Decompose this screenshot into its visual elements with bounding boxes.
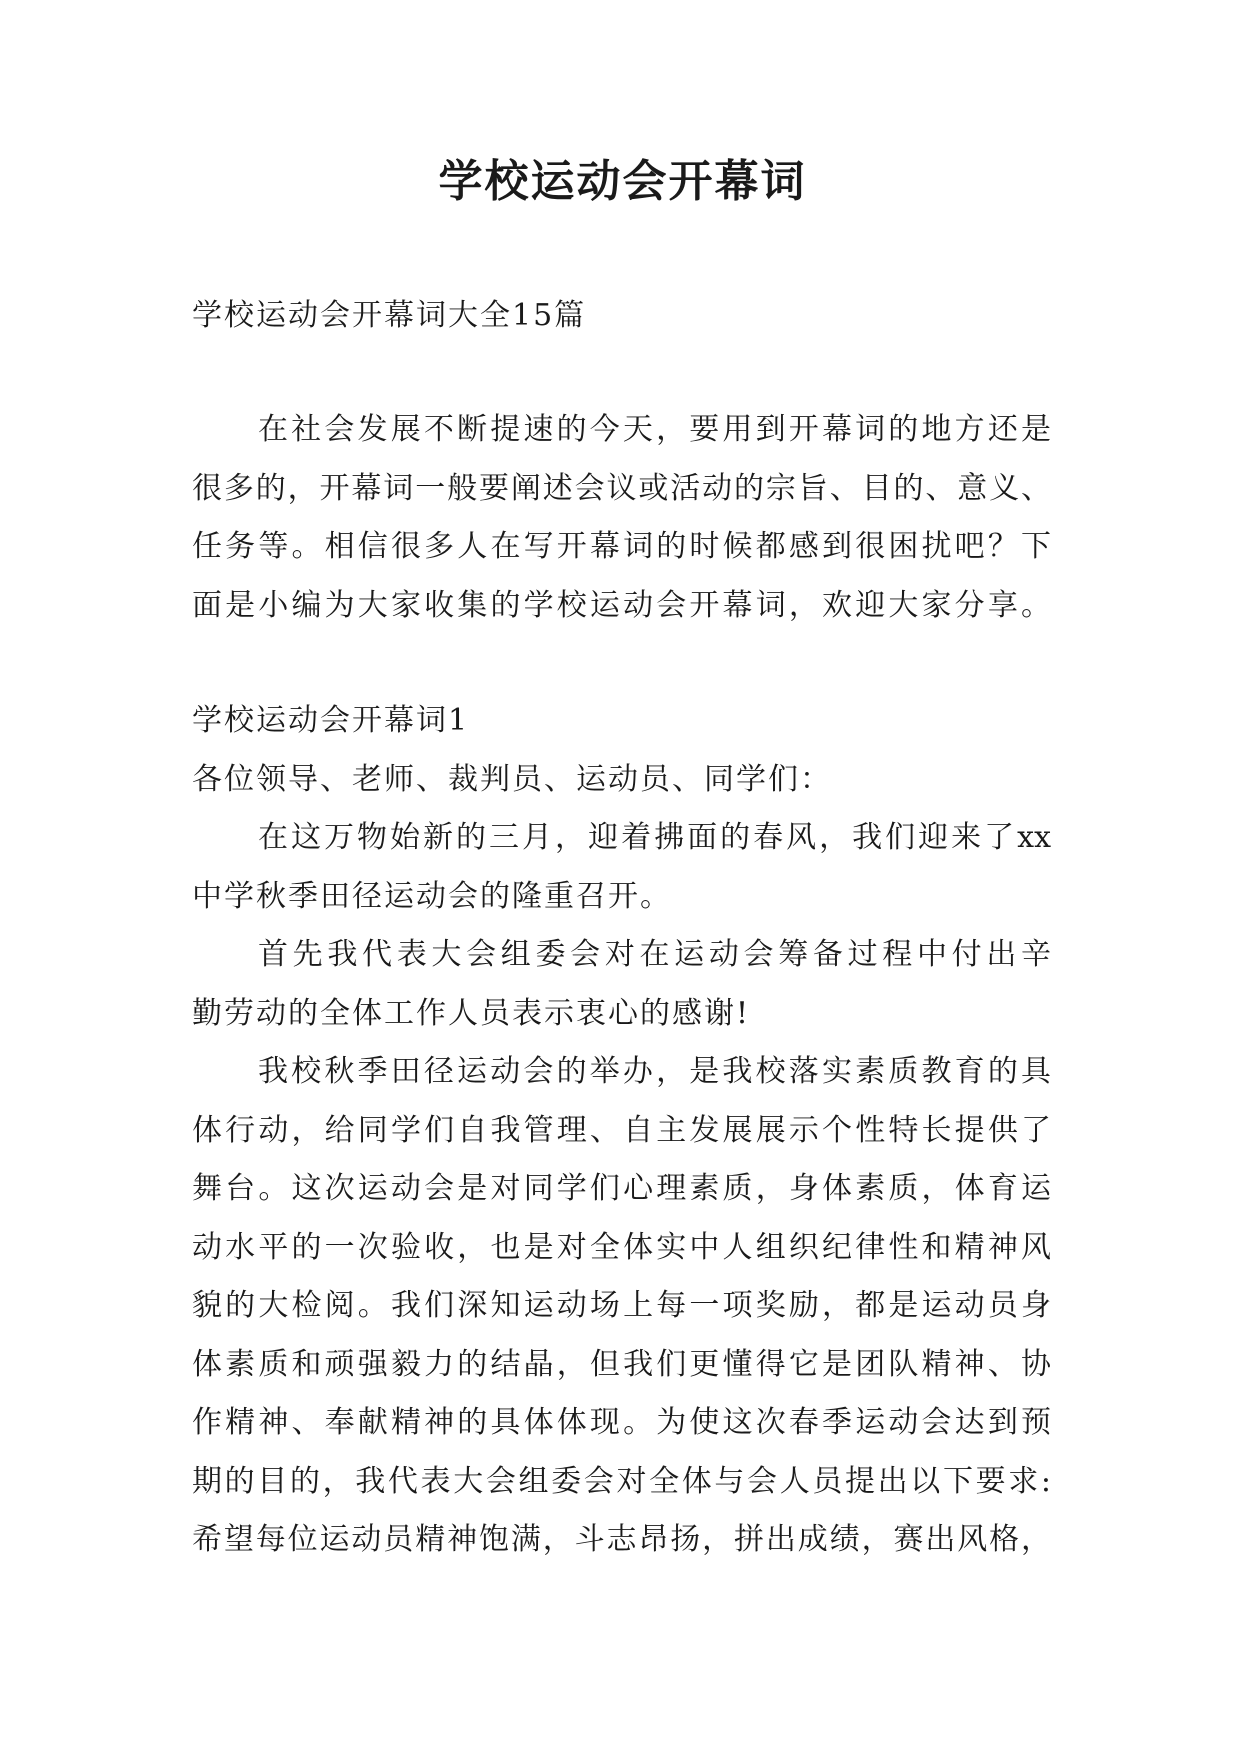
intro-line: 很多的，开幕词一般要阐述会议或活动的宗旨、目的、意义、 xyxy=(192,470,1051,506)
intro-paragraph xyxy=(192,401,1051,635)
subtitle-block xyxy=(192,287,1051,346)
body-line: 貌的大检阅。我们深知运动场上每一项奖励，都是运动员身 xyxy=(192,1288,1051,1323)
body-line: 勤劳动的全体工作人员表示衷心的感谢! xyxy=(192,995,751,1031)
body-line: 体行动，给同学们自我管理、自主发展展示个性特长提供了 xyxy=(192,1112,1051,1148)
body-line: 动水平的一次验收，也是对全体实中人组织纪律性和精神风 xyxy=(192,1229,1051,1265)
body-line: 体素质和顽强毅力的结晶，但我们更懂得它是团队精神、协 xyxy=(192,1346,1051,1382)
body-paragraph xyxy=(192,809,1051,926)
document-title: 学校运动会开幕词 xyxy=(438,156,807,207)
body-line: 希望每位运动员精神饱满，斗志昂扬，拼出成绩，赛出风格， xyxy=(192,1522,1051,1557)
speech-section xyxy=(192,692,1051,1570)
intro-line: 在社会发展不断提速的今天，要用到开幕词的地方还是 xyxy=(258,412,1051,447)
section-heading: 学校运动会开幕词1 xyxy=(192,703,470,738)
body-line: 在这万物始新的三月，迎着拂面的春风，我们迎来了xx xyxy=(258,820,1051,855)
body-line: 舞台。这次运动会是对同学们心理素质，身体素质，体育运 xyxy=(192,1171,1051,1206)
body-paragraph xyxy=(192,1043,1051,1570)
salutation: 各位领导、老师、裁判员、运动员、同学们： xyxy=(192,761,832,797)
body-line: 中学秋季田径运动会的隆重召开。 xyxy=(192,878,672,914)
body-line: 我校秋季田径运动会的举办，是我校落实素质教育的具 xyxy=(258,1054,1051,1089)
body-line: 期的目的，我代表大会组委会对全体与会人员提出以下要求: xyxy=(192,1463,1051,1499)
intro-line: 任务等。相信很多人在写开幕词的时候都感到很困扰吧？下 xyxy=(192,529,1051,564)
document-subtitle: 学校运动会开幕词大全15篇 xyxy=(192,298,587,333)
body-line: 作精神、奉献精神的具体体现。为使这次春季运动会达到预 xyxy=(192,1405,1051,1440)
intro-line: 面是小编为大家收集的学校运动会开幕词，欢迎大家分享。 xyxy=(192,587,1051,623)
body-line: 首先我代表大会组委会对在运动会筹备过程中付出辛 xyxy=(258,937,1051,972)
body-paragraph xyxy=(192,926,1051,1043)
